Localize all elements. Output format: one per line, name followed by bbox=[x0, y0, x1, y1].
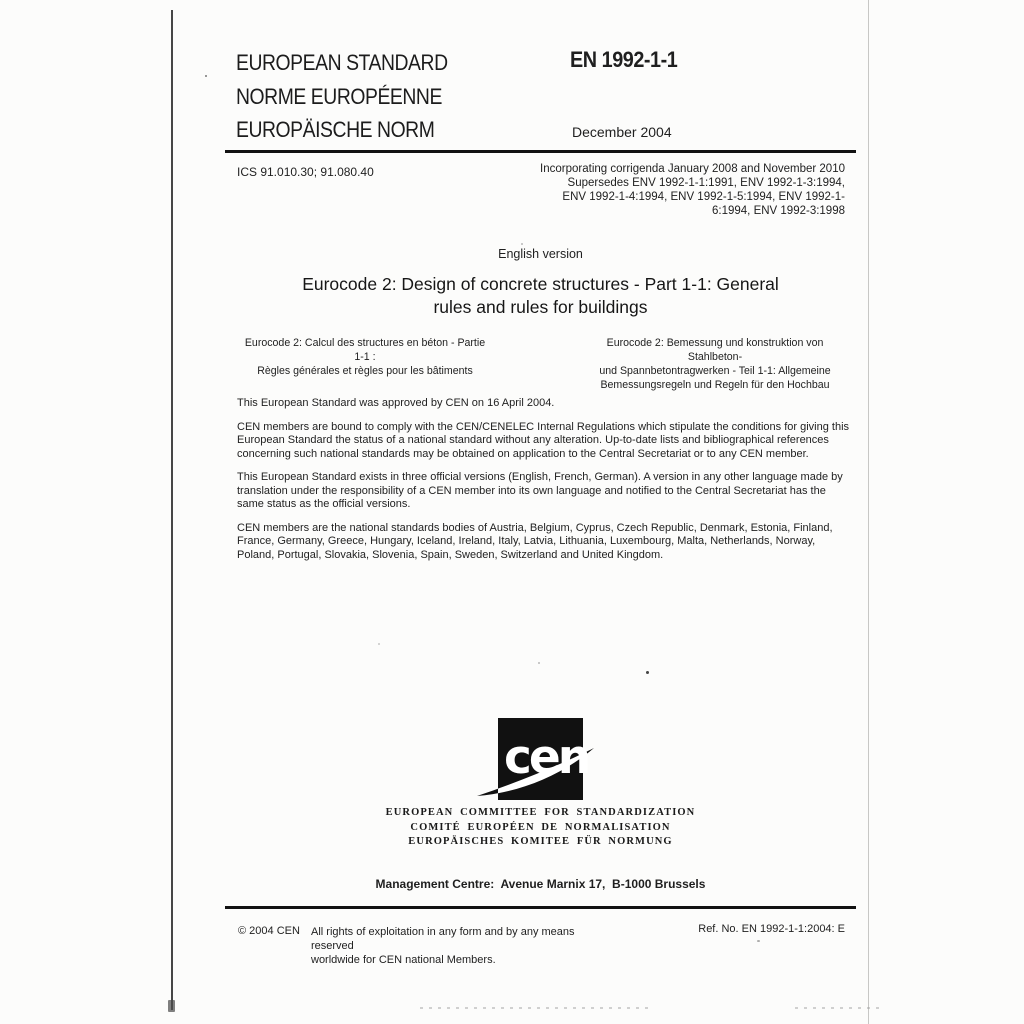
scan-edge-line-left bbox=[171, 10, 173, 1010]
committee-line-en: EUROPEAN COMMITTEE FOR STANDARDIZATION bbox=[385, 807, 696, 818]
scan-noise bbox=[420, 1007, 650, 1009]
scan-speck bbox=[378, 643, 380, 645]
scan-speck bbox=[205, 75, 207, 77]
standard-label-german: EUROPÄISCHE NORM bbox=[236, 117, 435, 142]
standard-number: EN 1992-1-1 bbox=[570, 47, 678, 72]
paragraph-members: CEN members are the national standards bodies of Austria, Belgium, Cyprus, Czech Republic, Denmark, Estonia, Finland, France, Germany, Greece, Hungary, Iceland, Ireland, Italy, Latvia, Lithuania, Luxembourg, Malta, Netherlands, Norway, Poland, Portugal, Slovakia, Slovenia, Spain, Sweden, Switzerland and United Kingdom. bbox=[237, 521, 833, 561]
scan-speck bbox=[757, 940, 760, 942]
corrigenda-block bbox=[425, 162, 845, 218]
committee-line-de: EUROPÄISCHES KOMITEE FÜR NORMUNG bbox=[408, 836, 673, 847]
copyright-notice: © 2004 CEN bbox=[238, 925, 300, 937]
paragraph-versions: This European Standard exists in three official versions (English, French, German). A version in any other language made by translation under the responsibility of a CEN member into its own language and notified to the Central Secretariat has the same status as the official versions. bbox=[237, 471, 843, 510]
scan-speck bbox=[646, 671, 649, 674]
rights-line: worldwide for CEN national Members. bbox=[311, 954, 496, 966]
header-rule bbox=[225, 150, 856, 153]
title-line: und Spannbetontragwerken - Teil 1-1: Allgemeine bbox=[599, 365, 831, 377]
title-line: rules and rules for buildings bbox=[433, 297, 648, 317]
rights-line: All rights of exploitation in any form and by any means reserved bbox=[311, 926, 575, 952]
committee-line-fr: COMITÉ EUROPÉEN DE NORMALISATION bbox=[410, 821, 671, 833]
committee-names bbox=[225, 806, 856, 850]
document-title-english bbox=[225, 273, 856, 319]
cen-logo-text: cen bbox=[504, 730, 589, 785]
language-version-label: English version bbox=[498, 247, 583, 261]
publication-date: December 2004 bbox=[572, 124, 672, 140]
document-title-french bbox=[240, 336, 490, 378]
standard-label-french: NORME EUROPÉENNE bbox=[236, 84, 442, 109]
foreword-paragraphs bbox=[237, 397, 853, 572]
footer-rule bbox=[225, 906, 856, 909]
paragraph-approval: This European Standard was approved by CEN on 16 April 2004. bbox=[237, 397, 555, 409]
corrigenda-line: ENV 1992-1-4:1994, ENV 1992-1-5:1994, ENV 1992-1- bbox=[562, 191, 845, 203]
ics-codes: ICS 91.010.30; 91.080.40 bbox=[237, 165, 374, 179]
corrigenda-line: 6:1994, ENV 1992-3:1998 bbox=[712, 205, 845, 217]
scan-noise bbox=[795, 1007, 885, 1009]
title-line: Eurocode 2: Bemessung und konstruktion von Stahlbeton- bbox=[606, 337, 824, 363]
scan-speck bbox=[521, 243, 523, 245]
title-line: Eurocode 2: Calcul des structures en béton - Partie 1-1 : bbox=[244, 337, 486, 363]
reference-number: Ref. No. EN 1992-1-1:2004: E bbox=[698, 923, 845, 935]
standard-label-english: EUROPEAN STANDARD bbox=[236, 50, 448, 75]
title-line: Règles générales et règles pour les bâtiments bbox=[257, 365, 473, 377]
title-line: Bemessungsregeln und Regeln für den Hochbau bbox=[600, 379, 830, 391]
cen-logo bbox=[473, 700, 603, 812]
document-title-german bbox=[580, 336, 850, 392]
corrigenda-line: Supersedes ENV 1992-1-1:1991, ENV 1992-1-3:1994, bbox=[567, 177, 845, 189]
scan-speck bbox=[538, 662, 540, 664]
corrigenda-line: Incorporating corrigenda January 2008 and November 2010 bbox=[540, 163, 845, 175]
rights-statement bbox=[311, 925, 611, 967]
scan-edge-line-right bbox=[868, 0, 869, 1024]
scan-smudge bbox=[168, 1000, 175, 1012]
title-line: Eurocode 2: Design of concrete structures - Part 1-1: General bbox=[302, 274, 779, 294]
management-centre-address: Management Centre: Avenue Marnix 17, B-1000 Brussels bbox=[375, 877, 706, 891]
paragraph-regulations: CEN members are bound to comply with the CEN/CENELEC Internal Regulations which stipulate the conditions for giving this European Standard the status of a national standard without any alteration. Up-to-date lists and bibliographical references concerning such national standards may be obtained on application to the Central Secretariat or to any CEN member. bbox=[237, 420, 850, 460]
